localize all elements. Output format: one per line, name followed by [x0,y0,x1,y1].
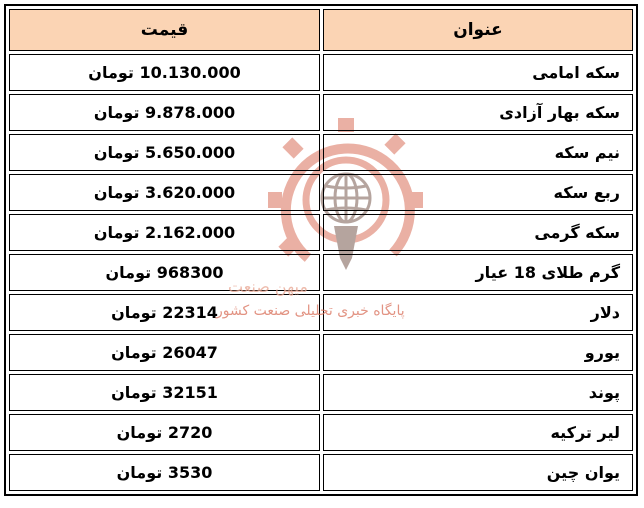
row-price: 968300 تومان [9,254,320,291]
table-row [9,334,633,371]
row-price: 5.650.000 تومان [9,134,320,171]
row-title: لیر ترکیه [323,414,633,451]
row-price: 32151 تومان [9,374,320,411]
row-title: نیم سکه [323,134,633,171]
row-title: یوان چین [323,454,633,491]
row-title: پوند [323,374,633,411]
row-price: 10.130.000 تومان [9,54,320,91]
table-row [9,374,633,411]
row-price: 2720 تومان [9,414,320,451]
watermark-tagline: پایگاه خبری تحلیلی صنعت کشور [216,303,405,319]
row-title: ربع سکه [323,174,633,211]
row-title: دلار [323,294,633,331]
row-price: 2.162.000 تومان [9,214,320,251]
row-title: یورو [323,334,633,371]
row-price: 26047 تومان [9,334,320,371]
table-row [9,54,633,91]
table-header-row [9,9,633,51]
row-price: 3530 تومان [9,454,320,491]
table-row [9,414,633,451]
row-price: 22314 تومان [9,294,320,331]
watermark-brand: میهن صنعت [228,277,308,296]
row-price: 9.878.000 تومان [9,94,320,131]
row-title: سکه گرمی [323,214,633,251]
row-title: گرم طلای 18 عیار [323,254,633,291]
row-title: سکه امامی [323,54,633,91]
header-price: قیمت [9,9,320,51]
header-title: عنوان [323,9,633,51]
row-title: سکه بهار آزادی [323,94,633,131]
row-price: 3.620.000 تومان [9,174,320,211]
table-row [9,454,633,491]
